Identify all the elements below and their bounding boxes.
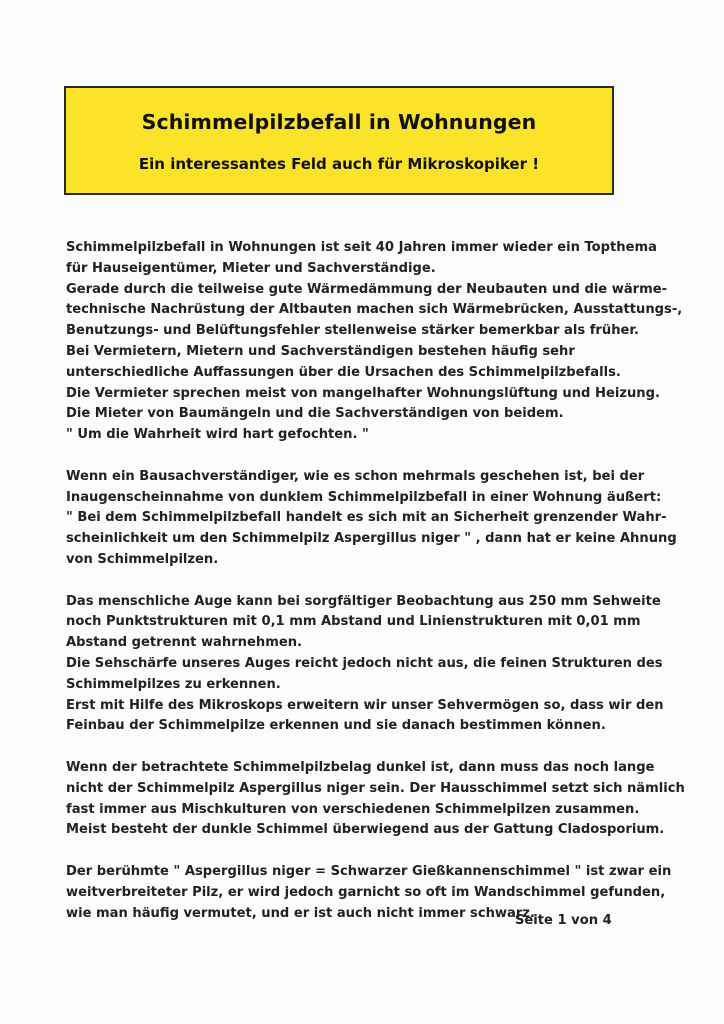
text-line: Bei Vermietern, Mietern und Sachverständigen bestehen häufig sehr <box>66 343 575 359</box>
text-line: Schimmelpilzes zu erkennen. <box>66 676 281 692</box>
paragraph-gap <box>66 446 626 467</box>
title-box <box>64 86 614 195</box>
text-line: weitverbreiteter Pilz, er wird jedoch garnicht so oft im Wandschimmel gefunden, <box>66 884 666 900</box>
paragraph-gap <box>66 737 626 758</box>
text-line: Wenn ein Bausachverständiger, wie es schon mehrmals geschehen ist, bei der <box>66 468 645 484</box>
text-line: Feinbau der Schimmelpilze erkennen und sie danach bestimmen können. <box>66 718 606 734</box>
text-line: Das menschliche Auge kann bei sorgfältiger Beobachtung aus 250 mm Sehweite <box>66 593 661 609</box>
text-line: Erst mit Hilfe des Mikroskops erweitern wir unser Sehvermögen so, dass wir den <box>66 697 664 713</box>
document-subtitle: Ein interessantes Feld auch für Mikroskopiker ! <box>138 155 540 173</box>
page-number: Seite 1 von 4 <box>515 913 612 928</box>
document-title: Schimmelpilzbefall in Wohnungen <box>141 110 537 134</box>
text-line: Meist besteht der dunkle Schimmel überwiegend aus der Gattung Cladosporium. <box>66 822 665 838</box>
paragraph-4 <box>66 758 685 841</box>
body-text <box>66 238 685 924</box>
text-line: Gerade durch die teilweise gute Wärmedämmung der Neubauten und die wärme- <box>66 281 668 297</box>
text-line: " Um die Wahrheit wird hart gefochten. " <box>66 427 369 443</box>
text-line: noch Punktstrukturen mit 0,1 mm Abstand und Linienstrukturen mit 0,01 mm <box>66 614 641 630</box>
text-line: scheinlichkeit um den Schimmelpilz Aspergillus niger " , dann hat er keine Ahnung <box>66 531 677 547</box>
paragraph-2 <box>66 467 677 571</box>
text-line: wie man häufig vermutet, und er ist auch nicht immer schwarz. <box>66 905 535 921</box>
text-line: Die Vermieter sprechen meist von mangelhafter Wohnungslüftung und Heizung. <box>66 385 660 401</box>
text-line: nicht der Schimmelpilz Aspergillus niger sein. Der Hausschimmel setzt sich nämlich <box>66 780 685 796</box>
text-line: für Hauseigentümer, Mieter und Sachverständige. <box>66 260 436 276</box>
text-line: unterschiedliche Auffassungen über die Ursachen des Schimmelpilzbefalls. <box>66 364 621 380</box>
text-line: Die Sehschärfe unseres Auges reicht jedoch nicht aus, die feinen Strukturen des <box>66 655 663 671</box>
text-line: Schimmelpilzbefall in Wohnungen ist seit 40 Jahren immer wieder ein Topthema <box>66 240 657 255</box>
paragraph-gap <box>66 841 626 862</box>
paragraph-gap <box>66 571 626 592</box>
paragraph-1 <box>66 238 683 446</box>
text-line: Inaugenscheinnahme von dunklem Schimmelpilzbefall in einer Wohnung äußert: <box>66 489 662 505</box>
text-line: Die Mieter von Baumängeln und die Sachverständigen von beidem. <box>66 406 564 422</box>
text-line: fast immer aus Mischkulturen von verschiedenen Schimmelpilzen zusammen. <box>66 801 640 817</box>
text-line: technische Nachrüstung der Altbauten machen sich Wärmebrücken, Ausstattungs-, <box>66 302 683 318</box>
text-line: Wenn der betrachtete Schimmelpilzbelag dunkel ist, dann muss das noch lange <box>66 759 655 775</box>
text-line: " Bei dem Schimmelpilzbefall handelt es sich mit an Sicherheit grenzender Wahr- <box>66 510 667 526</box>
text-line: Abstand getrennt wahrnehmen. <box>66 635 303 651</box>
text-line: Der berühmte " Aspergillus niger = Schwarzer Gießkannenschimmel " ist zwar ein <box>66 863 672 879</box>
text-line: Benutzungs- und Belüftungsfehler stellenweise stärker bemerkbar als früher. <box>66 323 639 339</box>
text-line: von Schimmelpilzen. <box>66 551 219 567</box>
paragraph-3 <box>66 592 664 738</box>
